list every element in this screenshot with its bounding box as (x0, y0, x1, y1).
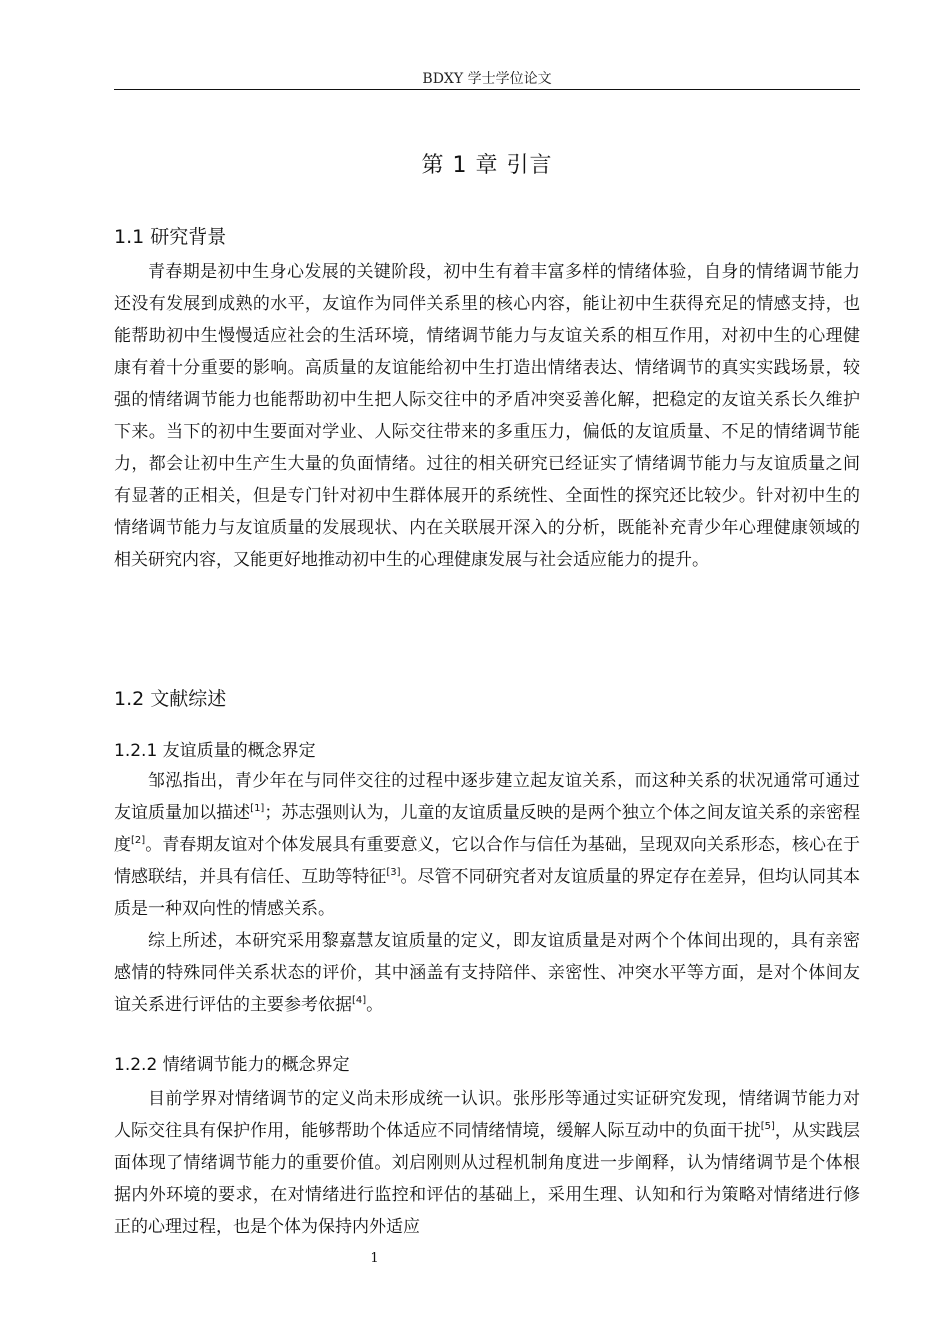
paragraph-research-background: 青春期是初中生身心发展的关键阶段，初中生有着丰富多样的情绪体验，自身的情绪调节能力还没有发展到成熟的水平，友谊作为同伴关系里的核心内容，能让初中生获得充足的情感支持，也能帮助初中生慢慢适应社会的生活环境，情绪调节能力与友谊关系的相互作用，对初中生的心理健康有着十分重要的影响。高质量的友谊能给初中生打造出情绪表达、情绪调节的真实实践场景，较强的情绪调节能力也能帮助初中生把人际交往中的矛盾冲突妥善化解，把稳定的友谊关系长久维护下来。当下的初中生要面对学业、人际交往带来的多重压力，偏低的友谊质量、不足的情绪调节能力，都会让初中生产生大量的负面情绪。过往的相关研究已经证实了情绪调节能力与友谊质量之间有显著的正相关，但是专门针对初中生群体展开的系统性、全面性的探究还比较少。针对初中生的情绪调节能力与友谊质量的发展现状、内在关联展开深入的分析，既能补充青少年心理健康领域的相关研究内容，又能更好地推动初中生的心理健康发展与社会适应能力的提升。 (114, 262, 860, 570)
subsection-heading-1-2-2: 1.2.2 情绪调节能力的概念界定 (114, 1055, 350, 1075)
citation-3: [3] (386, 867, 401, 878)
section-heading-1-1: 1.1 研究背景 (114, 226, 227, 248)
section-heading-1-2: 1.2 文献综述 (114, 688, 227, 710)
chapter-title: 第 1 章 引言 (421, 153, 553, 178)
citation-5: [5] (760, 1121, 775, 1132)
citation-4: [4] (352, 995, 367, 1006)
paragraph-emotion-regulation-definition: 目前学界对情绪调节的定义尚未形成统一认识。张彤彤等通过实证研究发现，情绪调节能力对人际交往具有保护作用，能够帮助个体适应不同情绪情境，缓解人际互动中的负面干扰[5]，从实践层面体现了情绪调节能力的重要价值。刘启刚则从过程机制角度进一步阐释，认为情绪调节是个体根据内外环境的要求，在对情绪进行监控和评估的基础上，采用生理、认知和行为策略对情绪进行修正的心理过程，也是个体为保持内外适应 (114, 1089, 861, 1237)
header-divider (114, 89, 860, 90)
subsection-heading-1-2-1: 1.2.1 友谊质量的概念界定 (114, 741, 316, 761)
citation-1: [1] (250, 803, 265, 814)
citation-2: [2] (131, 835, 146, 846)
page-number: 1 (370, 1251, 379, 1266)
paragraph-friendship-summary: 综上所述，本研究采用黎嘉慧友谊质量的定义，即友谊质量是对两个个体间出现的，具有亲密感情的特殊同伴关系状态的评价，其中涵盖有支持陪伴、亲密性、冲突水平等方面，是对个体间友谊关系进行评估的主要参考依据[4]。 (114, 931, 860, 1015)
paragraph-friendship-definition: 邹泓指出，青少年在与同伴交往的过程中逐步建立起友谊关系，而这种关系的状况通常可通过友谊质量加以描述[1]；苏志强则认为，儿童的友谊质量反映的是两个独立个体之间友谊关系的亲密程度[2]。青春期友谊对个体发展具有重要意义，它以合作与信任为基础，呈现双向关系形态，核心在于情感联结，并具有信任、互助等特征[3]。尽管不同研究者对友谊质量的界定存在差异，但均认同其本质是一种双向性的情感关系。 (114, 771, 861, 919)
running-header: BDXY 学士学位论文 (422, 71, 552, 87)
